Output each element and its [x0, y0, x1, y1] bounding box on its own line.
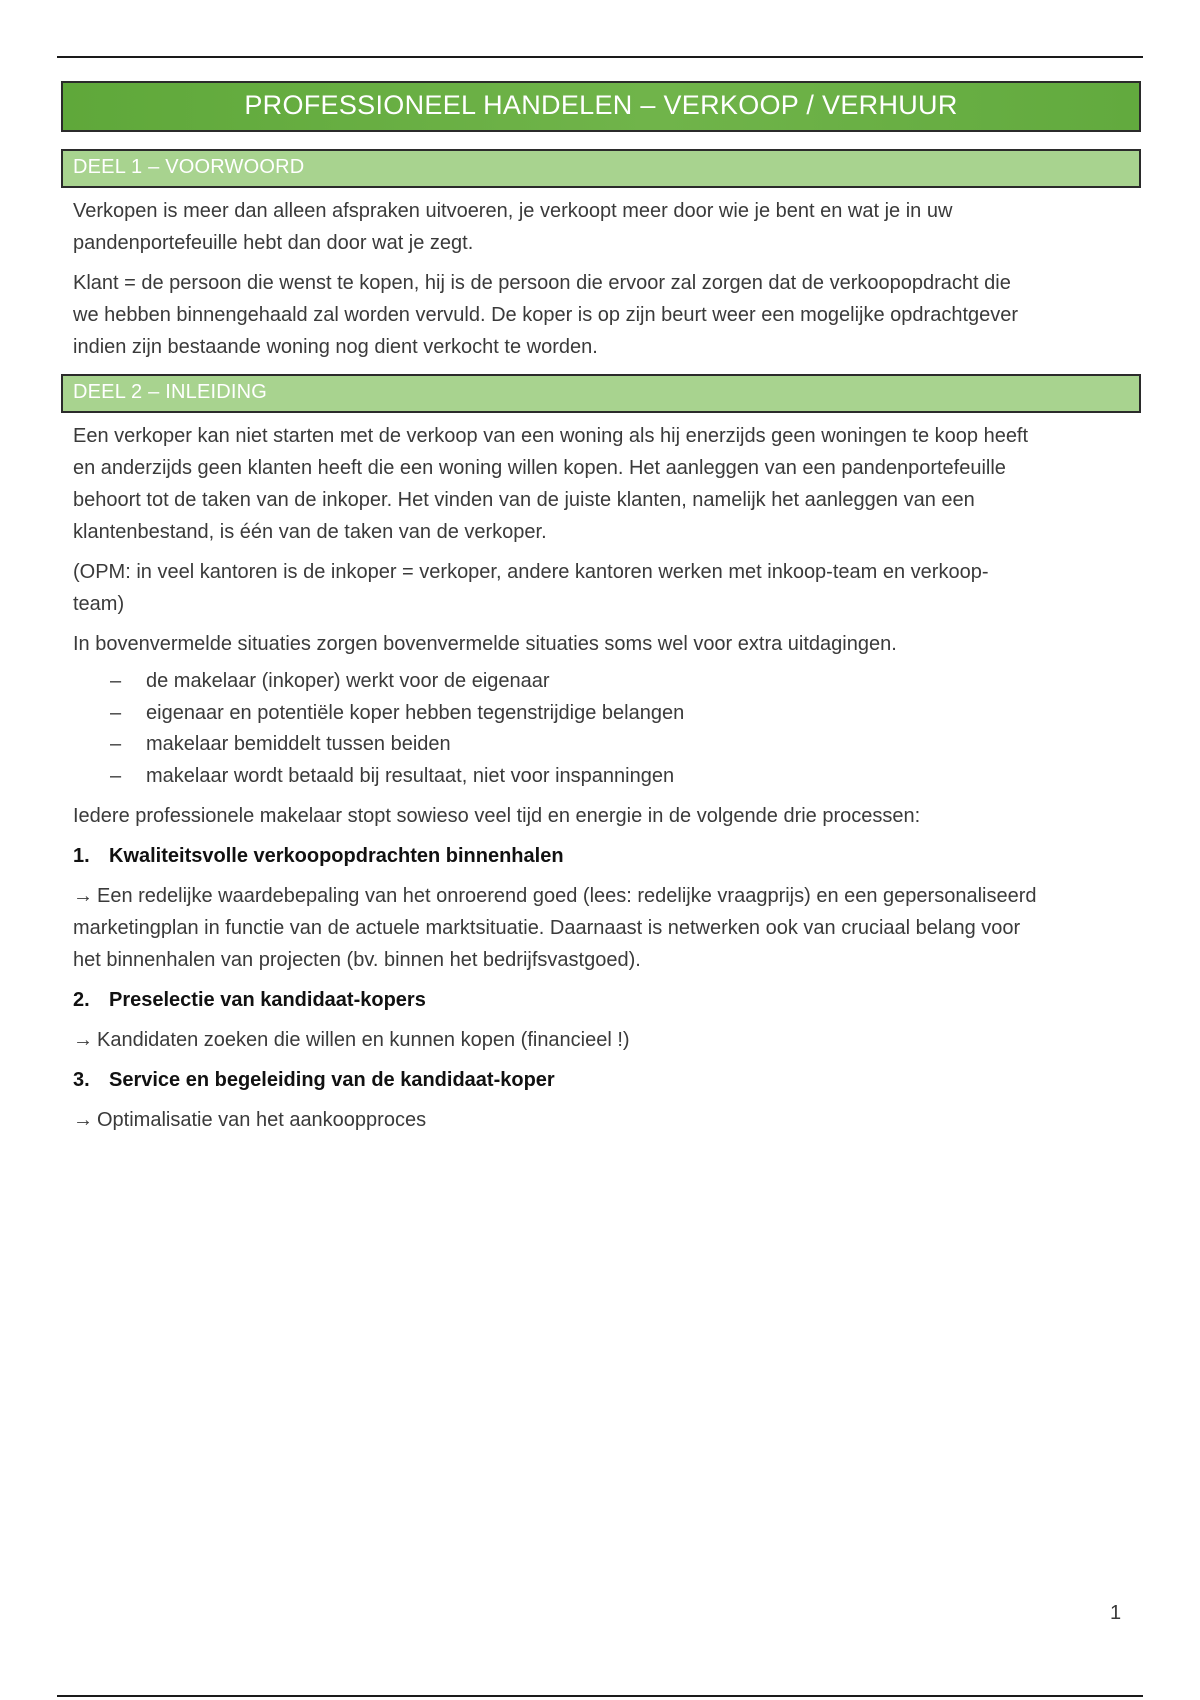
text-line: (OPM: in veel kantoren is de inkoper = verkoper, andere kantoren werken met inkoop-team en verkoop-: [73, 561, 989, 583]
text-line: klantenbestand, is één van de taken van de verkoper.: [73, 521, 547, 543]
heading-text: Service en begeleiding van de kandidaat-koper: [109, 1069, 555, 1091]
heading-number: 1.: [73, 845, 90, 867]
paragraph: [73, 420, 1133, 548]
paragraph: [73, 195, 1133, 259]
footer-rule: [57, 1695, 1143, 1697]
text-line: behoort tot de taken van de inkoper. Het vinden van de juiste klanten, namelijk het aanleggen van een: [73, 489, 975, 511]
paragraph: In bovenvermelde situaties zorgen bovenvermelde situaties soms wel voor extra uitdagingen.: [73, 633, 897, 655]
text-line: team): [73, 593, 125, 615]
dash-bullet-icon: –: [110, 701, 122, 724]
list-item: [73, 698, 1133, 730]
document-page: [61, 81, 1141, 1136]
list-item: [73, 761, 1133, 793]
list-item-text: de makelaar (inkoper) werkt voor de eigenaar: [146, 670, 550, 692]
numbered-heading: [73, 984, 1133, 1016]
text-line: marketingplan in functie van de actuele marktsituatie. Daarnaast is netwerken ook van cruciaal belang voor: [73, 917, 1021, 939]
text-line: indien zijn bestaande woning nog dient verkocht te worden.: [73, 336, 598, 358]
arrow-right-icon: →: [73, 885, 93, 907]
text-line: Verkopen is meer dan alleen afspraken uitvoeren, je verkoopt meer door wie je bent en wat je in uw: [73, 200, 953, 222]
paragraph: [73, 267, 1133, 363]
heading-number: 2.: [73, 989, 90, 1011]
list-item: [73, 666, 1133, 698]
numbered-heading: [73, 1064, 1133, 1096]
dash-bullet-icon: –: [110, 670, 122, 692]
heading-text: Kwaliteitsvolle verkoopopdrachten binnenhalen: [109, 845, 564, 867]
heading-number: 3.: [73, 1069, 90, 1091]
text-line: Optimalisatie van het aankoopproces: [97, 1109, 427, 1131]
paragraph: Iedere professionele makelaar stopt sowieso veel tijd en energie in de volgende drie processen:: [73, 805, 921, 827]
section-heading-inleiding: DEEL 2 – INLEIDING: [61, 374, 1141, 413]
paragraph: [73, 1104, 1133, 1136]
section-body-inleiding: [61, 420, 1141, 1136]
bullet-list: [73, 666, 1133, 792]
section-heading-voorwoord: DEEL 1 – VOORWOORD: [61, 149, 1141, 188]
paragraph: [73, 1024, 1133, 1056]
list-item: [73, 729, 1133, 761]
text-line: Een verkoper kan niet starten met de verkoop van een woning als hij enerzijds geen woningen te koop heeft: [73, 425, 1029, 447]
list-item-text: eigenaar en potentiële koper hebben tegenstrijdige belangen: [146, 701, 685, 724]
section-body-voorwoord: [61, 195, 1141, 363]
page-number: 1: [1110, 1602, 1122, 1624]
text-line: pandenportefeuille hebt dan door wat je zegt.: [73, 232, 474, 254]
text-line: Klant = de persoon die wenst te kopen, hij is de persoon die ervoor zal zorgen dat de verkoopopdracht die: [73, 272, 1011, 294]
text-line: en anderzijds geen klanten heeft die een woning willen kopen. Het aanleggen van een pandenportefeuille: [73, 457, 1006, 479]
numbered-heading: [73, 840, 1133, 872]
header-rule: [57, 56, 1143, 58]
text-line: Kandidaten zoeken die willen en kunnen kopen (financieel !): [97, 1029, 630, 1051]
arrow-right-icon: →: [73, 1109, 93, 1131]
paragraph: [73, 880, 1133, 976]
list-item-text: makelaar wordt betaald bij resultaat, niet voor inspanningen: [146, 764, 675, 787]
dash-bullet-icon: –: [110, 733, 122, 755]
heading-text: Preselectie van kandidaat-kopers: [109, 989, 426, 1011]
text-line: Een redelijke waardebepaling van het onroerend goed (lees: redelijke vraagprijs) en een gepersonaliseerd: [97, 885, 1037, 907]
text-line: we hebben binnengehaald zal worden vervuld. De koper is op zijn beurt weer een mogelijke opdrachtgever: [73, 304, 1019, 326]
text-line: het binnenhalen van projecten (bv. binnen het bedrijfsvastgoed).: [73, 949, 641, 971]
list-item-text: makelaar bemiddelt tussen beiden: [146, 733, 451, 755]
arrow-right-icon: →: [73, 1029, 93, 1051]
paragraph-note: [73, 556, 1133, 620]
document-title: PROFESSIONEEL HANDELEN – VERKOOP / VERHUUR: [61, 81, 1141, 132]
dash-bullet-icon: –: [110, 764, 122, 787]
